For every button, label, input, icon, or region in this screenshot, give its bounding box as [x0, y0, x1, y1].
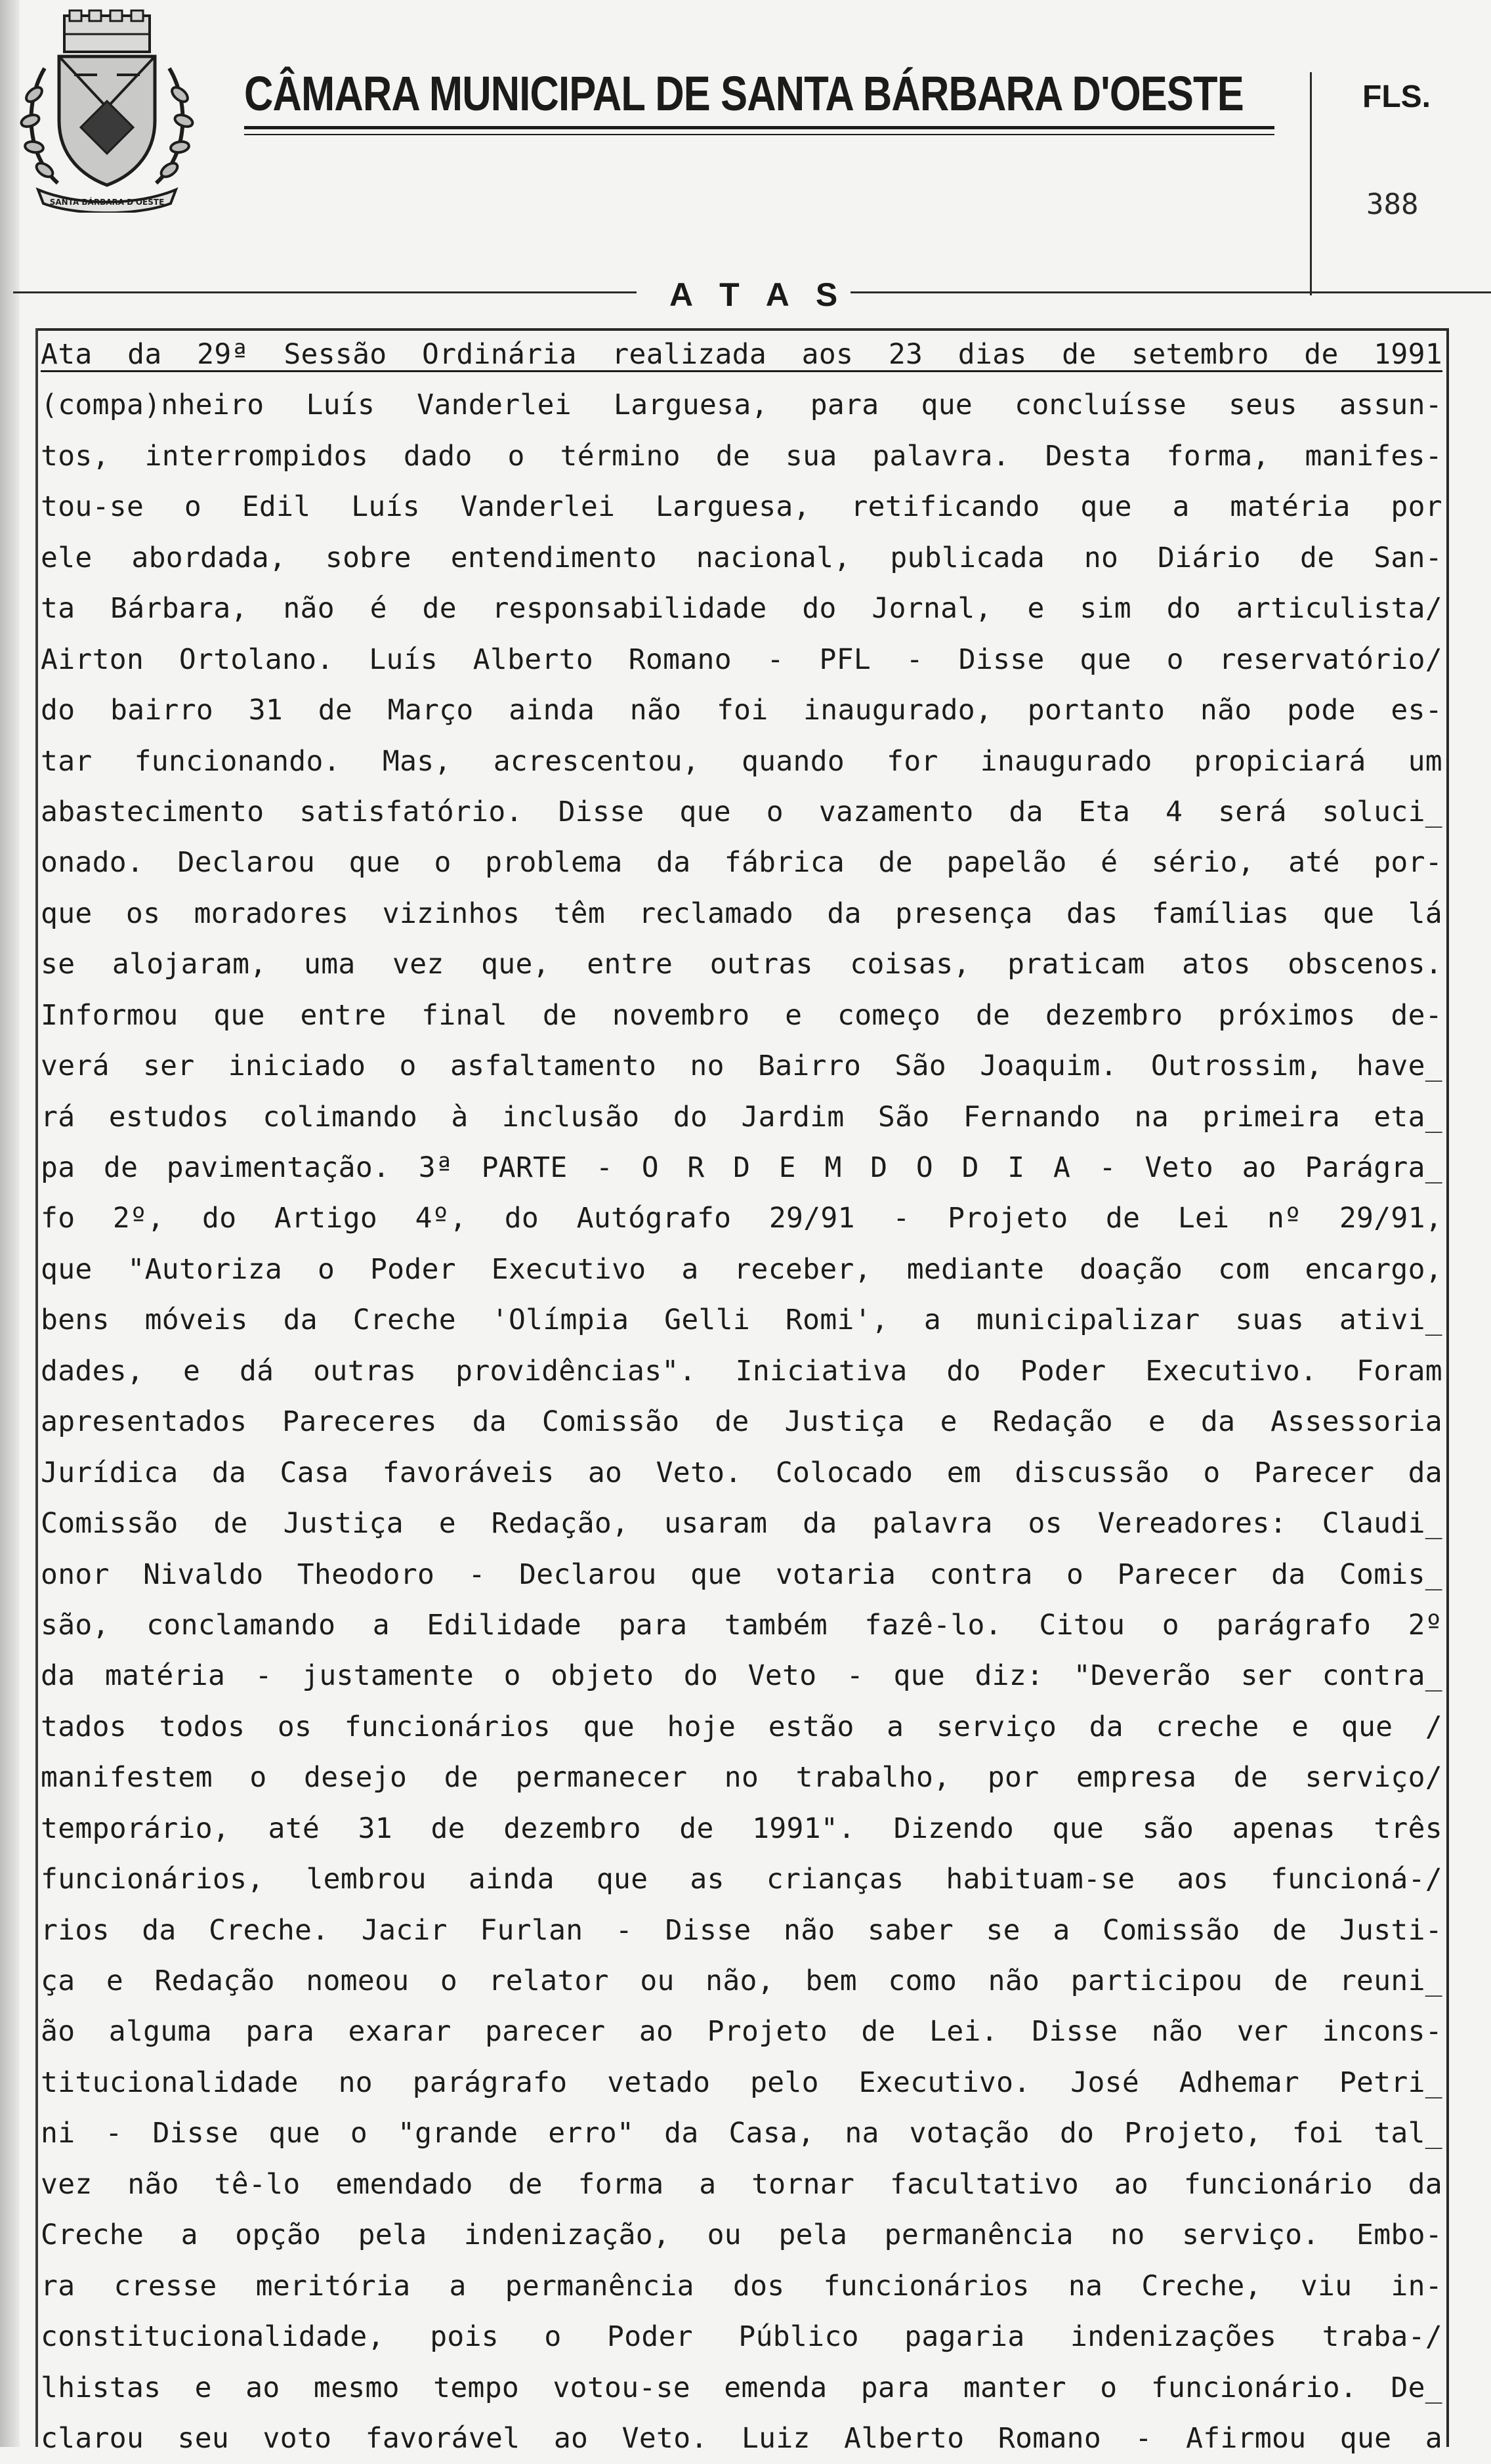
section-title: A T A S — [669, 276, 847, 313]
minutes-text-line: funcionários, lembrou ainda que as crianças habituam-se aos funcioná-/ — [41, 1863, 1442, 1896]
minutes-text-line: Jurídica da Casa favoráveis ao Veto. Colocado em discussão o Parecer da — [41, 1456, 1442, 1489]
minutes-text-line: ele abordada, sobre entendimento nacional, publicada no Diário de San- — [41, 541, 1442, 574]
minutes-text-line: que os moradores vizinhos têm reclamado da presença das famílias que lá — [41, 897, 1442, 930]
minutes-text-line: ça e Redação nomeou o relator ou não, bem como não participou de reuni_ — [41, 1965, 1442, 1997]
minutes-text-line: onor Nivaldo Theodoro - Declarou que votaria contra o Parecer da Comis_ — [41, 1558, 1442, 1591]
minutes-text-line: rios da Creche. Jacir Furlan - Disse não saber se a Comissão de Justi- — [41, 1913, 1442, 1947]
minutes-text-line: Airton Ortolano. Luís Alberto Romano - PFL - Disse que o reservatório/ — [41, 643, 1442, 676]
minutes-text-line: bens móveis da Creche 'Olímpia Gelli Romi', a municipalizar suas ativi_ — [41, 1304, 1442, 1337]
minutes-text-line: ão alguma para exarar parecer ao Projeto de Lei. Disse não ver incons- — [41, 2015, 1442, 2049]
institution-name: CÂMARA MUNICIPAL DE SANTA BÁRBARA D'OESTE — [244, 66, 1244, 121]
minutes-text-line: (compa)nheiro Luís Vanderlei Larguesa, para que concluísse seus assun- — [41, 389, 1442, 422]
minutes-text-line: dades, e dá outras providências". Iniciativa do Poder Executivo. Foram — [41, 1354, 1442, 1388]
text-frame-left — [35, 328, 38, 2447]
minutes-text-line: verá ser iniciado o asfaltamento no Bairro São Joaquim. Outrossim, have_ — [41, 1050, 1442, 1083]
section-rule-right — [850, 291, 1491, 293]
minutes-text-line: lhistas e ao mesmo tempo votou-se emenda para manter o funcionário. De_ — [41, 2371, 1442, 2404]
folio-divider — [1310, 72, 1312, 295]
minutes-text-line: Informou que entre final de novembro e começo de dezembro próximos de- — [41, 998, 1442, 1032]
folio-number: 388 — [1366, 188, 1419, 221]
minutes-text-line: temporário, até 31 de dezembro de 1991". Dizendo que são apenas três — [41, 1812, 1442, 1845]
minutes-text-line: tar funcionando. Mas, acrescentou, quando for inaugurado propiciará um — [41, 744, 1442, 778]
minutes-text-line: constitucionalidade, pois o Poder Público pagaria indenizações traba-/ — [41, 2320, 1442, 2354]
text-frame-right — [1446, 328, 1449, 2447]
minutes-text-line: da matéria - justamente o objeto do Veto - que diz: "Deverão ser contra_ — [41, 1659, 1442, 1693]
minutes-text-line: tados todos os funcionários que hoje estão a serviço da creche e que / — [41, 1710, 1442, 1743]
minutes-text-line: ta Bárbara, não é de responsabilidade do Jornal, e sim do articulista/ — [41, 592, 1442, 626]
minutes-text-line: fo 2º, do Artigo 4º, do Autógrafo 29/91 - Projeto de Lei nº 29/91, — [41, 1202, 1442, 1235]
minutes-text-line: Comissão de Justiça e Redação, usaram da palavra os Vereadores: Claudi_ — [41, 1507, 1442, 1540]
section-rule-left — [13, 291, 637, 293]
minutes-text-line: clarou seu voto favorável ao Veto. Luiz Alberto Romano - Afirmou que a — [41, 2421, 1442, 2455]
crest-ribbon-text: SANTA BÁRBARA D'OESTE — [49, 198, 165, 207]
minutes-text-line: rá estudos colimando à inclusão do Jardim São Fernando na primeira eta_ — [41, 1100, 1442, 1134]
folio-label: FLS. — [1362, 79, 1431, 114]
minutes-text-line: são, conclamando a Edilidade para também fazê-lo. Citou o parágrafo 2º — [41, 1608, 1442, 1642]
minutes-body — [41, 329, 1442, 2464]
minutes-text-line: titucionalidade no parágrafo vetado pelo Executivo. José Adhemar Petri_ — [41, 2066, 1442, 2099]
minutes-text-line: pa de pavimentação. 3ª PARTE - O R D E M D O D I A - Veto ao Parágra_ — [41, 1151, 1442, 1184]
minutes-text-line: apresentados Pareceres da Comissão de Justiça e Redação e da Assessoria — [41, 1405, 1442, 1439]
minutes-text-line: abastecimento satisfatório. Disse que o vazamento da Eta 4 será soluci_ — [41, 795, 1442, 828]
minutes-text-line: se alojaram, uma vez que, entre outras coisas, praticam atos obscenos. — [41, 948, 1442, 981]
municipal-crest-icon — [18, 9, 196, 213]
minutes-text-line: tou-se o Edil Luís Vanderlei Larguesa, retificando que a matéria por — [41, 490, 1442, 524]
minutes-text-line: que "Autoriza o Poder Executivo a receber, mediante doação com encargo, — [41, 1252, 1442, 1286]
minutes-text-line: ra cresse meritória a permanência dos funcionários na Creche, viu in- — [41, 2269, 1442, 2303]
page-edge-shadow — [0, 0, 20, 2447]
minutes-text-line: vez não tê-lo emendado de forma a tornar facultativo ao funcionário da — [41, 2167, 1442, 2201]
header-rule — [244, 126, 1274, 129]
minutes-text-line: manifestem o desejo de permanecer no trabalho, por empresa de serviço/ — [41, 1761, 1442, 1795]
minutes-text-line: ni - Disse que o "grande erro" da Casa, na votação do Projeto, foi tal_ — [41, 2117, 1442, 2150]
minutes-heading-line: Ata da 29ª Sessão Ordinária realizada aos 23 dias de setembro de 1991 — [41, 338, 1442, 371]
minutes-text-line: Creche a opção pela indenização, ou pela permanência no serviço. Embo- — [41, 2219, 1442, 2252]
minutes-text-line: tos, interrompidos dado o término de sua palavra. Desta forma, manifes- — [41, 439, 1442, 473]
minutes-text-line: do bairro 31 de Março ainda não foi inaugurado, portanto não pode es- — [41, 694, 1442, 727]
minutes-text-line: onado. Declarou que o problema da fábrica de papelão é sério, até por- — [41, 846, 1442, 880]
header-rule-thin — [244, 134, 1274, 135]
